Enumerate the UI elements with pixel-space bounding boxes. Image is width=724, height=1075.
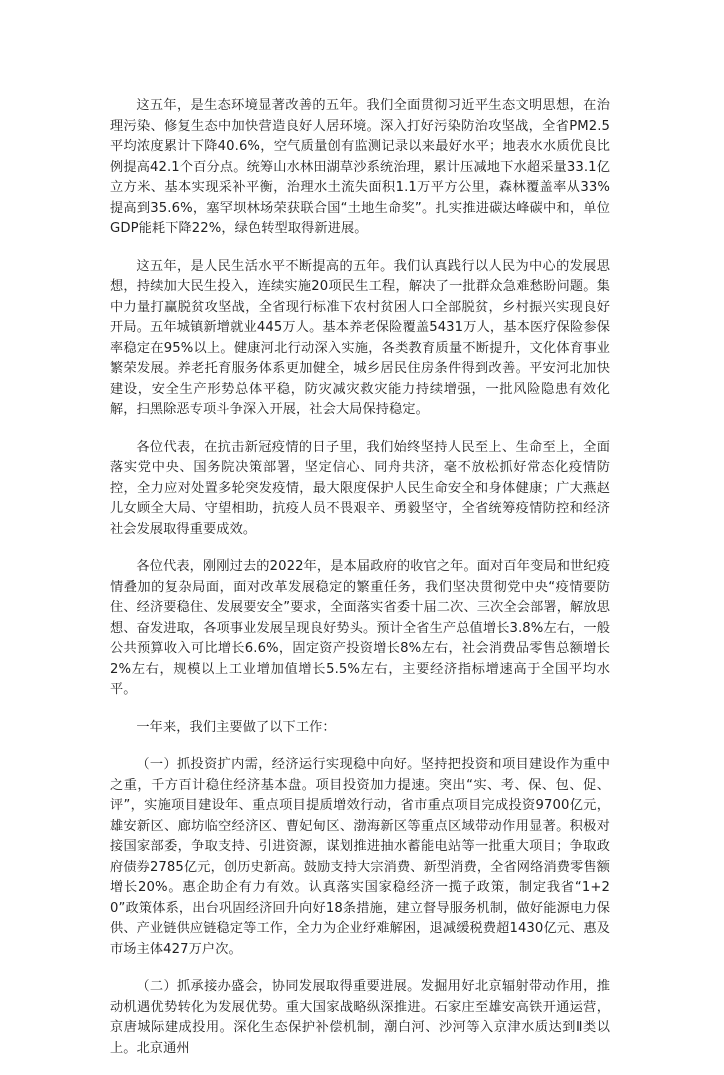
paragraph-epidemic: 各位代表，在抗击新冠疫情的日子里，我们始终坚持人民至上、生命至上，全面落实党中央、国务院决策部署，坚定信心、同舟共济，毫不放松抓好常态化疫情防控，全力应对处置多轮突发疫情，最大限度保护人民生命安全和身体健康；广大燕赵儿女顾全大局、守望相助，抗疫人员不畏艰辛、勇毅坚守，全省统筹疫情防控和经济社会发展取得重要成效。 xyxy=(110,439,610,537)
paragraph-ecology: 这五年，是生态环境显著改善的五年。我们全面贯彻习近平生态文明思想，在治理污染、修复生态中加快营造良好人居环境。深入打好污染防治攻坚战，全省PM2.5平均浓度累计下降40.6%，空气质量创有监测记录以来最好水平；地表水水质优良比例提高42.1个百分点。统筹山水林田湖草沙系统治理，累计压减地下水超采量33.1亿立方米、基本实现采补平衡，治理水土流失面积1.1万平方公里，森林覆盖率从33%提高到35.6%，塞罕坝林场荣获联合国“土地生命奖”。扎实推进碳达峰碳中和，单位GDP能耗下降22%，绿色转型取得新进展。 xyxy=(110,98,610,236)
paragraph-investment: （一）抓投资扩内需，经济运行实现稳中向好。坚持把投资和项目建设作为重中之重，千方百计稳住经济基本盘。项目投资加力提速。突出“实、考、保、包、促、评”，实施项目建设年、重点项目提质增效行动，省市重点项目完成投资9700亿元，雄安新区、廊坊临空经济区、曹妃甸区、渤海新区等重点区域带动作用显著。积极对接国家部委，争取支持、引进资源，谋划推进抽水蓄能电站等一批重大项目；争取政府债券2785亿元，创历史新高。鼓励支持大宗消费、新型消费，全省网络消费零售额增长20%。惠企助企有力有效。认真落实国家稳经济一揽子政策，制定我省“1+20”政策体系，出台巩固经济回升向好18条措施，建立督导服务机制，做好能源电力保供、产业链供应链稳定等工作，全力为企业纾难解困，退减缓税费超1430亿元、惠及市场主体427万户次。 xyxy=(110,757,610,957)
paragraph-work-intro: 一年来，我们主要做了以下工作： xyxy=(136,719,336,735)
paragraph-livelihood: 这五年，是人民生活水平不断提高的五年。我们认真践行以人民为中心的发展思想，持续加大民生投入，连续实施20项民生工程，解决了一批群众急难愁盼问题。集中力量打赢脱贫攻坚战，全省现行标准下农村贫困人口全部脱贫，乡村振兴实现良好开局。五年城镇新增就业445万人。基本养老保险覆盖5431万人，基本医疗保险参保率稳定在95%以上。健康河北行动深入实施，各类教育质量不断提升，文化体育事业繁荣发展。养老托育服务体系更加健全，城乡居民住房条件得到改善。平安河北加快建设，安全生产形势总体平稳，防灾减灾救灾能力持续增强，一批风险隐患有效化解，扫黑除恶专项斗争深入开展，社会大局保持稳定。 xyxy=(110,258,610,417)
document-body xyxy=(110,96,610,1075)
paragraph-coordinated-development: （二）抓承接办盛会，协同发展取得重要进展。发掘用好北京辐射带动作用，推动机遇优势转化为发展优势。重大国家战略纵深推进。石家庄至雄安高铁开通运营，京唐城际建成投用。深化生态保护补偿机制，潮白河、沙河等入京津水质达到Ⅱ类以上。北京通州 xyxy=(110,979,610,1056)
paragraph-2022-review: 各位代表，刚刚过去的2022年，是本届政府的收官之年。面对百年变局和世纪疫情叠加的复杂局面，面对改革发展稳定的繁重任务，我们坚决贯彻党中央“疫情要防住、经济要稳住、发展要安全”要求，全面落实省委十届二次、三次全会部署，解放思想、奋发进取，各项事业发展呈现良好势头。预计全省生产总值增长3.8%左右，一般公共预算收入可比增长6.6%，固定资产投资增长8%左右，社会消费品零售总额增长2%左右，规模以上工业增加值增长5.5%左右，主要经济指标增速高于全国平均水平。 xyxy=(110,559,610,697)
